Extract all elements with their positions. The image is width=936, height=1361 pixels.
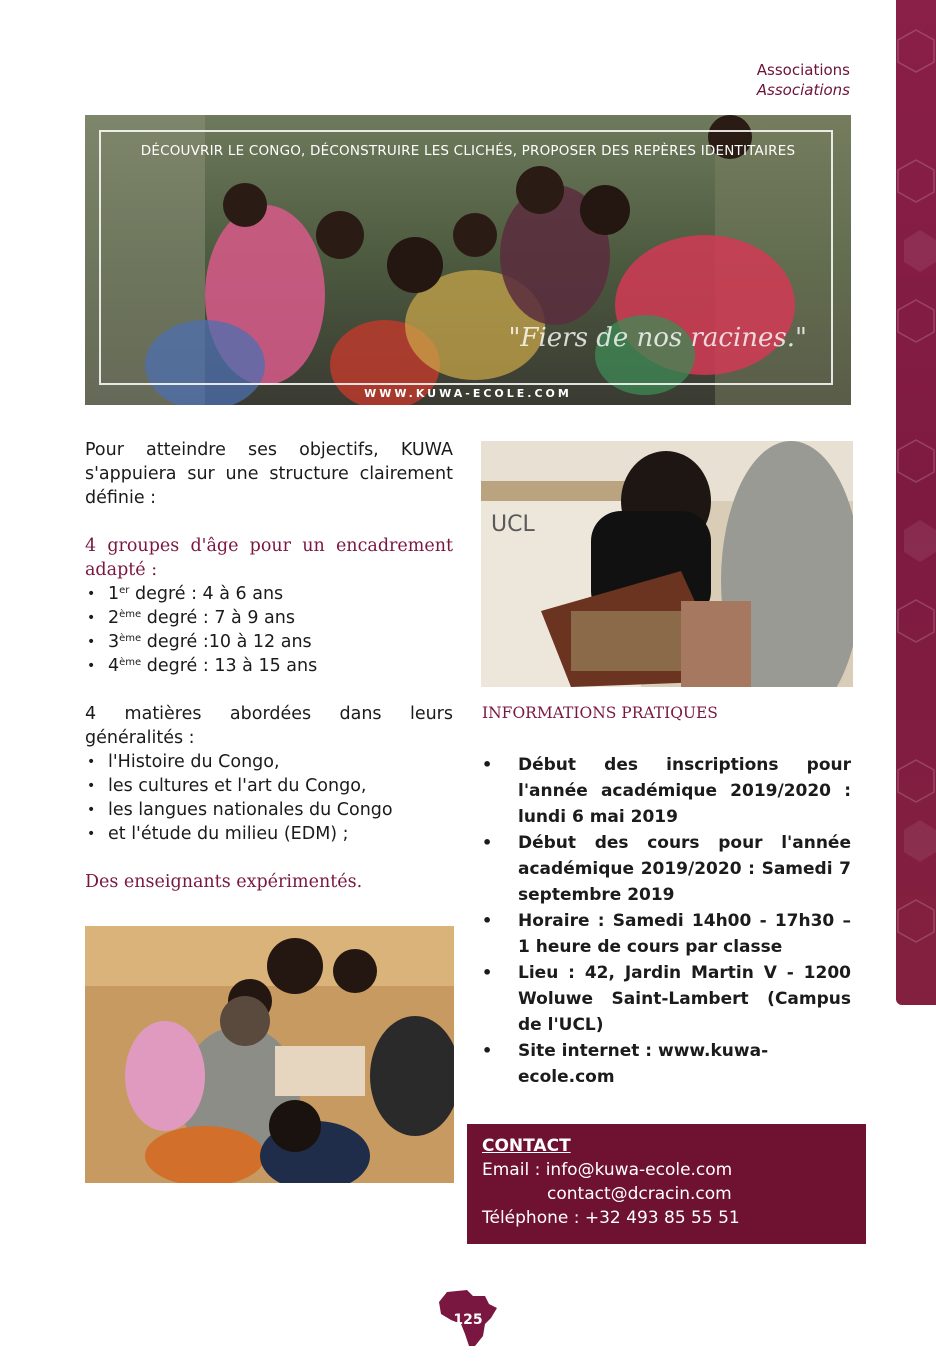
- banner-headline: DÉCOUVRIR LE CONGO, DÉCONSTRUIRE LES CLICHÉS, PROPOSER DES REPÈRES IDENTITAIRES: [140, 143, 796, 159]
- list-item: • Début des inscriptions pour l'année académique 2019/2020 : lundi 6 mai 2019: [482, 752, 851, 830]
- page-header: [757, 60, 850, 100]
- svg-text:UCL: UCL: [491, 512, 535, 537]
- banner-quote: "Fiers de nos racines.": [508, 323, 807, 353]
- subjects-list: [85, 750, 453, 846]
- contact-title: CONTACT: [482, 1136, 571, 1156]
- reading-photo: [85, 926, 454, 1183]
- intro-paragraph: [85, 438, 453, 510]
- section-label: Associations: [756, 61, 850, 79]
- list-item: • 1er degré : 4 à 6 ans: [85, 582, 453, 606]
- intro-line: définie :: [85, 488, 157, 508]
- teachers-heading: Des enseignants expérimentés.: [85, 872, 363, 892]
- intro-line: s'appuiera sur une structure clairement: [85, 464, 453, 484]
- contact-email-secondary: contact@dcracin.com: [547, 1184, 732, 1204]
- list-item: • les cultures et l'art du Congo,: [85, 774, 453, 798]
- info-list: [482, 752, 851, 1090]
- contact-phone: Téléphone : +32 493 85 55 51: [482, 1208, 740, 1228]
- classroom-photo: [481, 441, 853, 687]
- subjects-line: 4 matières abordées dans leurs: [85, 704, 453, 724]
- banner-url: WWW.KUWA-ECOLE.COM: [364, 387, 572, 400]
- heading-line: 4 groupes d'âge pour un encadrement: [85, 536, 453, 556]
- subjects-intro: [85, 702, 453, 750]
- list-item: • l'Histoire du Congo,: [85, 750, 453, 774]
- list-item: • 2ème degré : 7 à 9 ans: [85, 606, 453, 630]
- list-item: • 3ème degré :10 à 12 ans: [85, 630, 453, 654]
- heading-line: adapté :: [85, 560, 158, 580]
- page-number: 125: [453, 1312, 483, 1328]
- contact-box: [467, 1124, 866, 1244]
- list-item: • les langues nationales du Congo: [85, 798, 453, 822]
- list-item: • Lieu : 42, Jardin Martin V - 1200 Woluwe Saint-Lambert (Campus de l'UCL): [482, 960, 851, 1038]
- section-label-italic: Associations: [756, 81, 850, 99]
- subjects-line: généralités :: [85, 728, 195, 748]
- left-column: [85, 438, 453, 894]
- side-decorative-band: [896, 0, 936, 1005]
- age-groups-heading: [85, 534, 453, 582]
- list-item: • Site internet : www.kuwa-ecole.com: [482, 1038, 851, 1090]
- list-item: • Horaire : Samedi 14h00 - 17h30 – 1 heure de cours par classe: [482, 908, 851, 960]
- age-groups-list: [85, 582, 453, 678]
- page-number-badge: [433, 1288, 493, 1348]
- list-item: • 4ème degré : 13 à 15 ans: [85, 654, 453, 678]
- list-item: • et l'étude du milieu (EDM) ;: [85, 822, 453, 846]
- contact-email: Email : info@kuwa-ecole.com: [482, 1160, 733, 1180]
- banner-photo: [85, 115, 851, 405]
- list-item: • Début des cours pour l'année académique 2019/2020 : Samedi 7 septembre 2019: [482, 830, 851, 908]
- intro-line: Pour atteindre ses objectifs, KUWA: [85, 440, 453, 460]
- info-title: INFORMATIONS PRATIQUES: [482, 704, 718, 722]
